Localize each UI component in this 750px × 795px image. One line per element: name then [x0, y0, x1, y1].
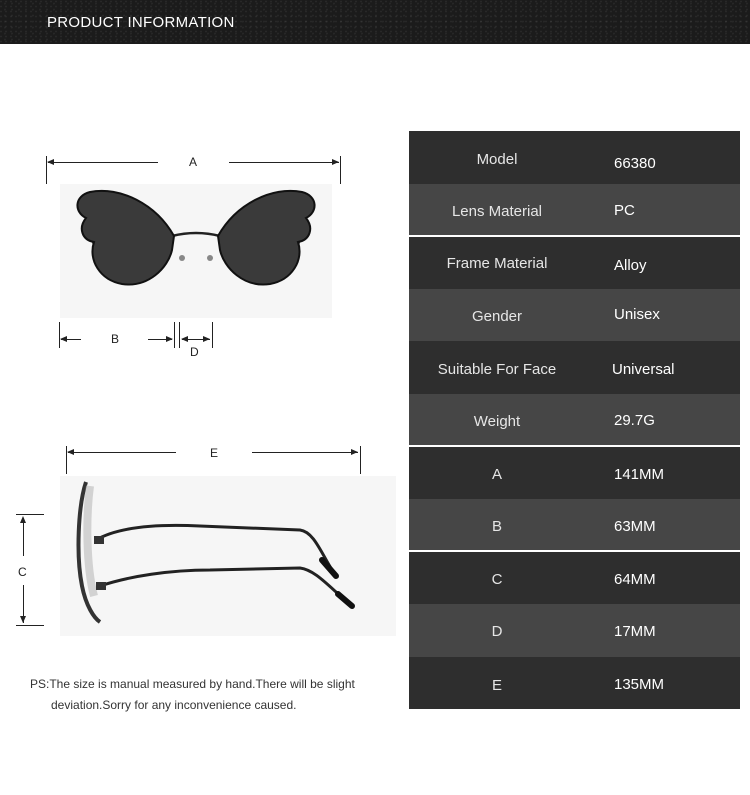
spec-value: 17MM	[614, 623, 656, 640]
spec-value: 66380	[614, 155, 656, 172]
dimension-b-label: B	[111, 332, 120, 346]
spec-label: Frame Material	[446, 255, 548, 272]
dimension-a-label: A	[189, 155, 198, 169]
side-view-photo	[60, 476, 396, 636]
spec-value: 141MM	[614, 466, 665, 483]
spec-value: Alloy	[614, 257, 647, 274]
dimension-e-label: E	[210, 446, 219, 460]
header-banner	[0, 0, 750, 44]
header-title: PRODUCT INFORMATION	[47, 14, 235, 31]
spec-table	[409, 131, 740, 709]
sunglasses-front-icon	[60, 184, 332, 318]
spec-row-e	[409, 657, 740, 710]
spec-label: B	[491, 518, 502, 535]
spec-label: Lens Material	[451, 202, 543, 220]
spec-value: 63MM	[614, 518, 656, 535]
spec-row-model	[409, 131, 740, 184]
spec-label: E	[491, 676, 502, 694]
spec-label: Weight	[473, 413, 521, 430]
spec-value: 29.7G	[614, 412, 655, 429]
spec-value: Universal	[612, 361, 675, 378]
spec-row-frame-material	[409, 237, 740, 290]
measurement-note	[30, 674, 355, 716]
spec-label: Model	[476, 151, 518, 168]
spec-value: 64MM	[614, 571, 656, 588]
spec-value: PC	[614, 201, 635, 219]
spec-label: C	[491, 571, 503, 588]
note-line-2: deviation.Sorry for any inconvenience caused.	[51, 698, 297, 712]
spec-row-c	[409, 552, 740, 605]
spec-row-weight	[409, 394, 740, 447]
spec-row-d	[409, 604, 740, 657]
spec-label: A	[491, 466, 502, 483]
spec-label: Suitable For Face	[437, 361, 557, 378]
spec-label: D	[491, 623, 503, 640]
spec-label: Gender	[471, 308, 523, 325]
dimension-d-label: D	[190, 345, 199, 359]
spec-row-b	[409, 499, 740, 552]
spec-value: 135MM	[614, 675, 665, 693]
dimension-c-label: C	[18, 565, 27, 579]
spec-row-suitable-for-face	[409, 341, 740, 394]
spec-value: Unisex	[614, 306, 660, 323]
front-view-photo	[60, 184, 332, 318]
spec-row-gender	[409, 289, 740, 342]
spec-row-lens-material	[409, 184, 740, 237]
note-line-1: PS:The size is manual measured by hand.There will be slight	[30, 677, 355, 691]
spec-row-a	[409, 447, 740, 500]
sunglasses-side-icon	[60, 476, 396, 636]
